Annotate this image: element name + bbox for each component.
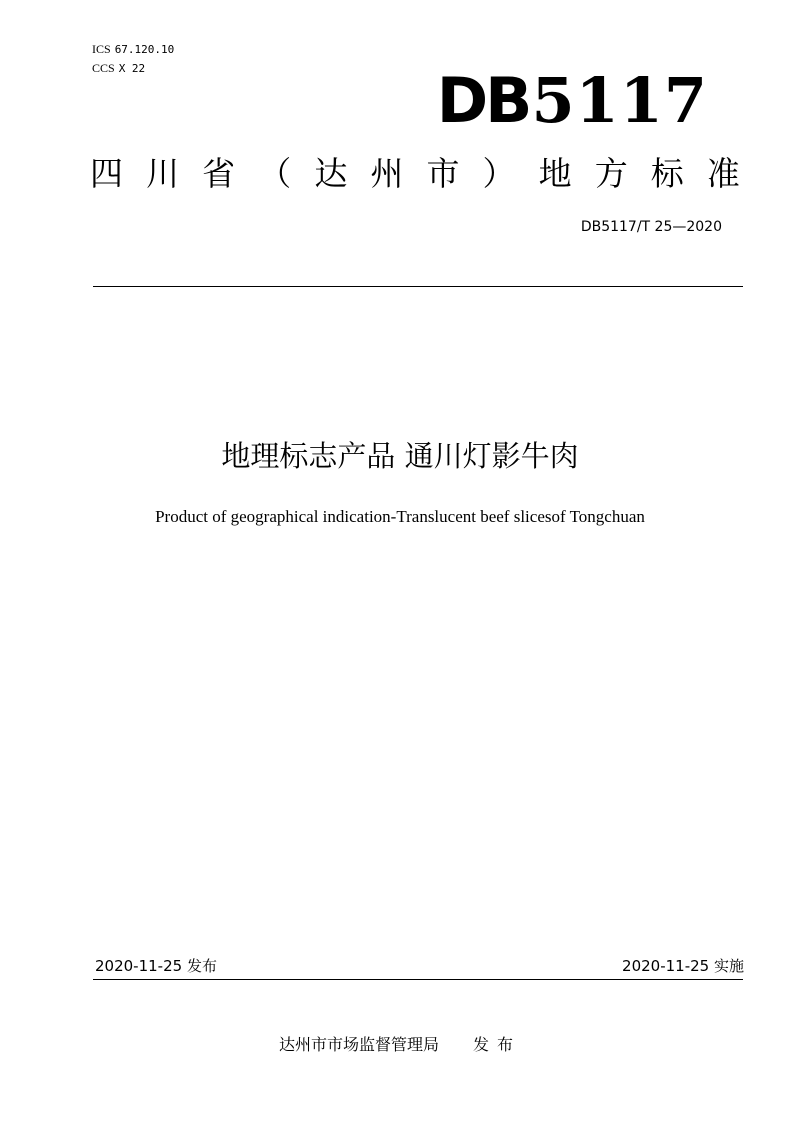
- title-char: 地: [538, 154, 572, 193]
- document-title-en: Product of geographical indication-Translucent beef slicesof Tongchuan: [155, 507, 645, 526]
- ccs-code: X 22: [118, 62, 146, 75]
- title-char: （: [258, 154, 292, 193]
- bottom-divider: [93, 979, 743, 980]
- title-char: ）: [482, 154, 516, 193]
- logo-number: 5117: [531, 64, 708, 137]
- db-logo: [437, 66, 708, 136]
- title-char: 四: [90, 154, 123, 193]
- ics-code: 67.120.10: [114, 43, 175, 56]
- ics-label: ICS: [92, 42, 111, 56]
- classification-codes: [92, 40, 174, 78]
- ics-line: [92, 40, 174, 59]
- issue-date: 2020-11-25 发布: [95, 957, 217, 975]
- standard-category-title: [90, 152, 740, 196]
- standard-number: DB5117/T 25—2020: [580, 219, 722, 235]
- title-char: 川: [146, 154, 180, 193]
- publisher-action: 发布: [473, 1035, 522, 1054]
- logo-prefix: DB: [436, 64, 530, 137]
- implement-date: 2020-11-25 实施: [622, 957, 744, 975]
- top-divider: [93, 286, 743, 287]
- publisher: [0, 1032, 800, 1055]
- ccs-label: CCS: [92, 61, 115, 75]
- title-char: 省: [202, 154, 236, 193]
- title-char: 州: [370, 154, 404, 193]
- document-title-cn: 地理标志产品 通川灯影牛肉: [221, 439, 579, 473]
- title-char: 方: [594, 154, 628, 193]
- title-char: 标: [650, 154, 684, 193]
- ccs-line: [92, 59, 174, 78]
- title-char: 准: [706, 154, 740, 193]
- title-char: 市: [426, 154, 460, 193]
- publisher-name: 达州市市场监督管理局: [278, 1035, 439, 1054]
- title-char: 达: [314, 154, 348, 193]
